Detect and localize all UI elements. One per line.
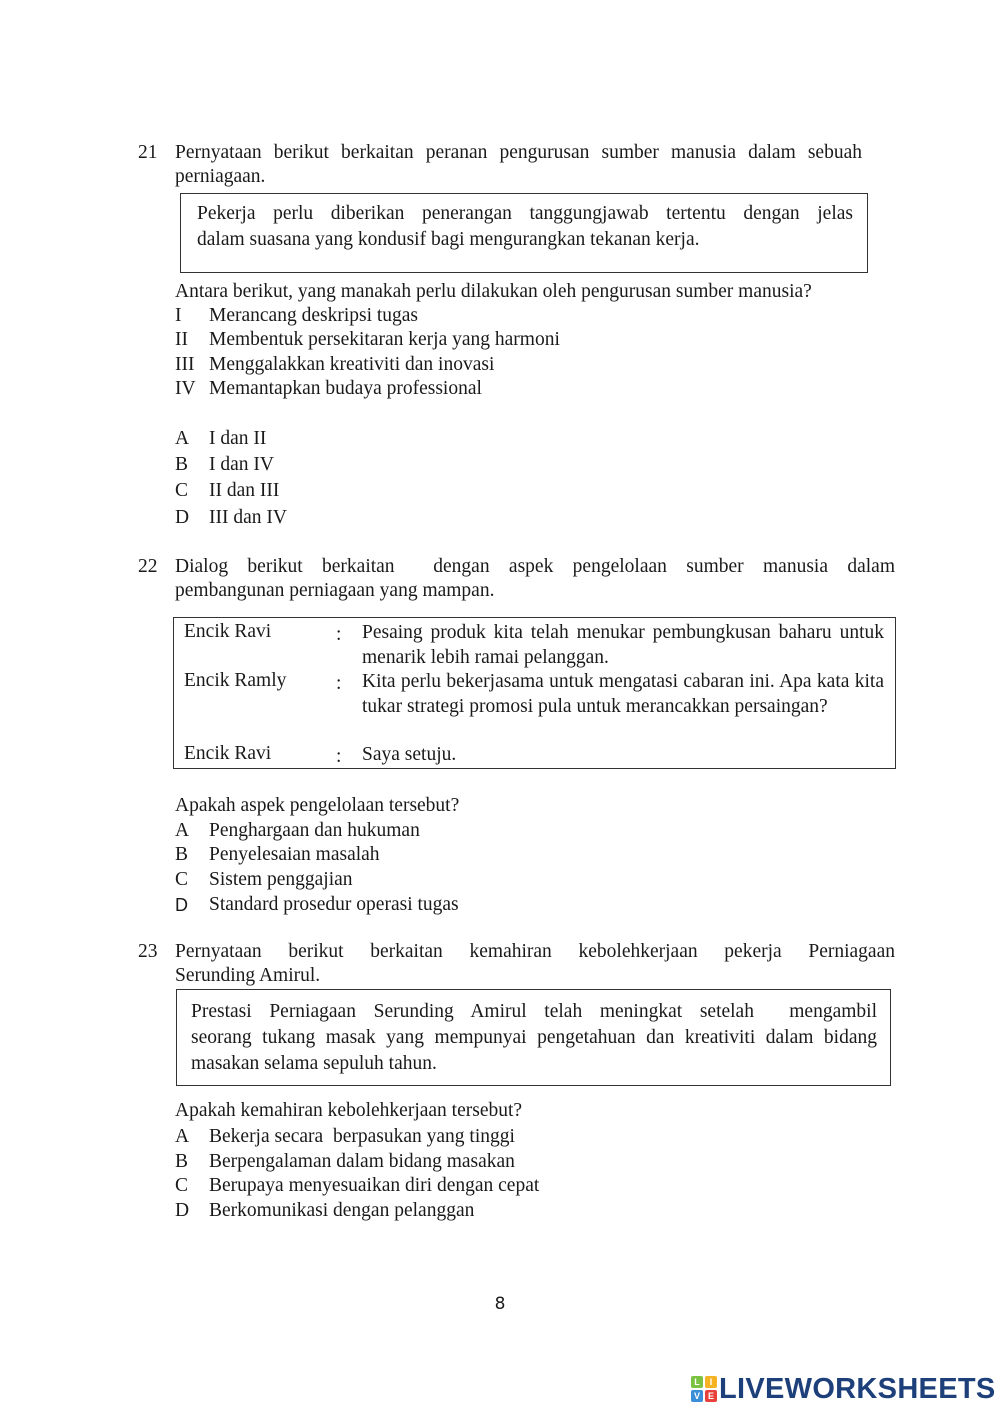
option-text: Bekerja secara berpasukan yang tinggi (209, 1126, 515, 1147)
statement-label: IV (175, 378, 196, 399)
question-number: 21 (138, 142, 158, 163)
logo-letter-i: I (705, 1376, 717, 1388)
brand-name: LIVEWORKSHEETS (719, 1373, 996, 1405)
statement-text: Membentuk persekitaran kerja yang harmoni (209, 329, 560, 350)
option-text: Standard prosedur operasi tugas (209, 894, 459, 915)
logo-icon (691, 1376, 717, 1402)
option-text: Berupaya menyesuaikan diri dengan cepat (209, 1175, 540, 1196)
option-text: Penyelesaian masalah (209, 844, 380, 865)
question-stem-line: Pernyataan berikut berkaitan kemahiran kebolehkerjaan pekerja Perniagaan (175, 941, 895, 962)
dialog-text: Pesaing produk kita telah menukar pembungkusan baharu untuk menarik lebih ramai pelanggan. (362, 622, 884, 668)
statement-box-line: Pekerja perlu diberikan penerangan tanggungjawab tertentu dengan jelas (197, 203, 853, 224)
statement-box (180, 193, 868, 273)
option-label: D (175, 895, 188, 915)
option-text: Penghargaan dan hukuman (209, 820, 420, 841)
liveworksheets-logo[interactable] (691, 1374, 996, 1404)
statement-box-line: masakan selama sepuluh tahun. (191, 1053, 437, 1074)
statement-text: Memantapkan budaya professional (209, 378, 482, 399)
question-stem-line: pembangunan perniagaan yang mampan. (175, 580, 495, 601)
option-label: C (175, 1175, 189, 1196)
dialog-colon: : (336, 673, 342, 694)
option-text: Sistem penggajian (209, 869, 353, 890)
option-label: D (175, 507, 190, 528)
option-label: C (175, 869, 189, 890)
dialog-speaker: Encik Ramly (184, 670, 287, 691)
question-number: 23 (138, 941, 158, 962)
option-text: I dan IV (209, 454, 274, 475)
dialog-speaker: Encik Ravi (184, 621, 272, 642)
dialog-text: Saya setuju. (362, 744, 457, 765)
question-prompt: Apakah aspek pengelolaan tersebut? (175, 795, 460, 816)
statement-box-line: dalam suasana yang kondusif bagi mengurangkan tekanan kerja. (197, 229, 700, 250)
page-number: 8 (494, 1294, 506, 1314)
option-label: B (175, 844, 189, 865)
option-text: III dan IV (209, 507, 287, 528)
statement-text: Menggalakkan kreativiti dan inovasi (209, 354, 495, 375)
option-text: I dan II (209, 428, 267, 449)
statement-box-line: seorang tukang masak yang mempunyai pengetahuan dan kreativiti dalam bidang (191, 1027, 877, 1048)
logo-letter-e: E (705, 1390, 717, 1402)
option-label: B (175, 454, 189, 475)
question-stem-line: Pernyataan berikut berkaitan peranan pengurusan sumber manusia dalam sebuah (175, 142, 862, 163)
option-label: A (175, 820, 190, 841)
option-label: A (175, 428, 190, 449)
question-prompt: Apakah kemahiran kebolehkerjaan tersebut? (175, 1100, 523, 1121)
dialog-colon: : (336, 746, 342, 767)
statement-label: II (175, 329, 188, 350)
dialog-colon: : (336, 624, 342, 645)
statement-text: Merancang deskripsi tugas (209, 305, 419, 326)
logo-letter-l: L (691, 1376, 703, 1388)
dialog-speaker: Encik Ravi (184, 743, 272, 764)
option-text: Berkomunikasi dengan pelanggan (209, 1200, 475, 1221)
option-label: A (175, 1126, 190, 1147)
dialog-text: Kita perlu bekerjasama untuk mengatasi cabaran ini. Apa kata kita tukar strategi promosi pula untuk merancakkan persaingan? (362, 671, 884, 717)
option-text: Berpengalaman dalam bidang masakan (209, 1151, 515, 1172)
question-number: 22 (138, 556, 158, 577)
option-label: B (175, 1151, 189, 1172)
question-stem-line: perniagaan. (175, 166, 266, 187)
question-prompt: Antara berikut, yang manakah perlu dilakukan oleh pengurusan sumber manusia? (175, 281, 812, 302)
statement-label: III (175, 354, 195, 375)
logo-letter-v: V (691, 1390, 703, 1402)
statement-box-line: Prestasi Perniagaan Serunding Amirul telah meningkat setelah mengambil (191, 1001, 877, 1022)
question-stem-line: Serunding Amirul. (175, 965, 321, 986)
statement-label: I (175, 305, 182, 326)
option-label: D (175, 1200, 190, 1221)
statement-box (176, 989, 891, 1086)
question-stem-line: Dialog berikut berkaitan dengan aspek pengelolaan sumber manusia dalam (175, 556, 895, 577)
option-text: II dan III (209, 480, 280, 501)
option-label: C (175, 480, 189, 501)
